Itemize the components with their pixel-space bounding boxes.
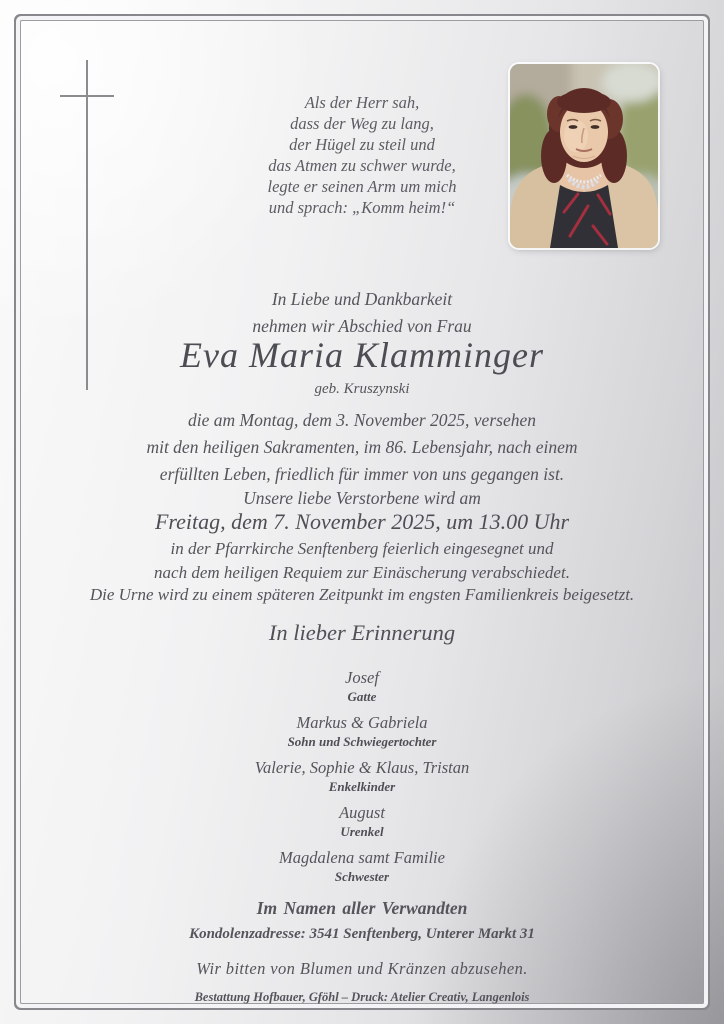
mourner-names: August [339, 803, 385, 822]
poem-line: Als der Herr sah, [304, 93, 420, 112]
mourner-names: Magdalena samt Familie [279, 848, 445, 867]
deceased-name: Eva Maria Klamminger [180, 335, 544, 375]
farewell-line: nehmen wir Abschied von Frau [252, 316, 472, 336]
mourner-names: Josef [345, 668, 379, 687]
farewell-line: In Liebe und Dankbarkeit [271, 289, 453, 309]
service-intro: Unsere liebe Verstorbene wird am [243, 488, 481, 508]
poem-line: der Hügel zu steil und [289, 135, 435, 154]
mourner-relation: Urenkel [340, 824, 384, 839]
mourner-entry [30, 713, 694, 750]
death-notice-line: erfüllten Leben, friedlich für immer von uns gegangen ist. [159, 464, 565, 484]
flowers-request: Wir bitten von Blumen und Kränzen abzusehen. [196, 959, 528, 978]
service-date: Freitag, dem 7. November 2025, um 13.00 Uhr [154, 509, 570, 534]
mourner-relation: Enkelkinder [328, 779, 396, 794]
service-line: nach dem heiligen Requiem zur Einäscherung verabschiedet. [154, 563, 570, 582]
death-notice [30, 407, 694, 488]
mourner-relation: Schwester [334, 869, 390, 884]
poem-line: legte er seinen Arm um mich [267, 177, 457, 196]
death-notice-line: mit den heiligen Sakramenten, im 86. Lebensjahr, nach einem [146, 437, 578, 457]
mourner-relation: Sohn und Schwiegertochter [287, 734, 437, 749]
service-details [30, 537, 694, 585]
in-name-of-line: Im Namen aller Verwandten [256, 898, 468, 918]
maiden-name: geb. Kruszynski [314, 381, 410, 397]
mourners-list [30, 668, 694, 893]
mourner-names: Valerie, Sophie & Klaus, Tristan [254, 758, 470, 777]
mourner-entry [30, 848, 694, 885]
poem-line: das Atmen zu schwer wurde, [268, 156, 456, 175]
urn-notice: Die Urne wird zu einem späteren Zeitpunkt im engsten Familienkreis beigesetzt. [89, 585, 635, 604]
mourner-entry [30, 668, 694, 705]
mourner-entry [30, 758, 694, 795]
mourner-names: Markus & Gabriela [296, 713, 428, 732]
poem-line: dass der Weg zu lang, [290, 114, 434, 133]
poem-line: und sprach: „Komm heim!“ [268, 198, 456, 217]
remembrance-title: In lieber Erinnerung [268, 620, 456, 645]
death-notice-line: die am Montag, dem 3. November 2025, versehen [188, 410, 536, 430]
condolence-address: Kondolenzadresse: 3541 Senftenberg, Unterer Markt 31 [189, 926, 535, 942]
farewell-intro [30, 286, 694, 340]
poem [30, 92, 694, 218]
service-line: in der Pfarrkirche Senftenberg feierlich eingesegnet und [170, 539, 554, 558]
mourner-relation: Gatte [347, 689, 377, 704]
funeral-home-printer-line: Bestattung Hofbauer, Gföhl – Druck: Atelier Creativ, Langenlois [194, 990, 530, 1004]
mourner-entry [30, 803, 694, 840]
